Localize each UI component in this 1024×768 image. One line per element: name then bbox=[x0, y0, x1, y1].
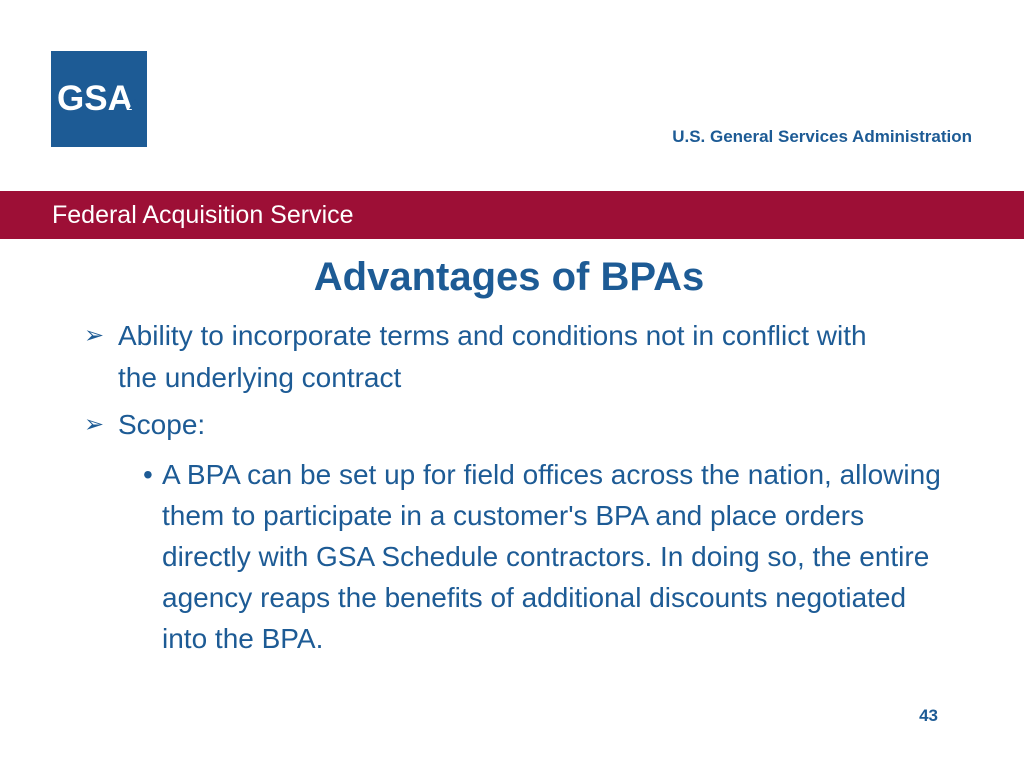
bullet-item bbox=[84, 315, 884, 399]
bullet-text: Ability to incorporate terms and conditions not in conflict with the underlying contract bbox=[118, 320, 867, 393]
sub-bullet-text: A BPA can be set up for field offices across the nation, allowing them to participate in a customer's BPA and place orders directly with GSA Schedule contractors. In doing so, the entire agency reaps the benefits of additional discounts negotiated into the BPA. bbox=[162, 459, 941, 654]
gsa-logo-letters: GSA bbox=[57, 79, 133, 118]
gsa-logo bbox=[51, 51, 147, 147]
bullet-item bbox=[84, 404, 884, 446]
slide-title: Advantages of BPAs bbox=[313, 255, 705, 299]
arrow-bullet-icon: ➢ bbox=[84, 322, 105, 349]
dot-bullet-icon: • bbox=[143, 459, 153, 490]
sub-bullet-item bbox=[143, 454, 943, 659]
gsa-logo-mark bbox=[51, 51, 147, 147]
banner-text: Federal Acquisition Service bbox=[52, 201, 354, 229]
section-banner bbox=[0, 191, 1024, 239]
arrow-bullet-icon: ➢ bbox=[84, 411, 105, 438]
page-number: 43 bbox=[919, 706, 938, 725]
bullet-text: Scope: bbox=[118, 409, 206, 440]
organization-name: U.S. General Services Administration bbox=[672, 127, 972, 146]
